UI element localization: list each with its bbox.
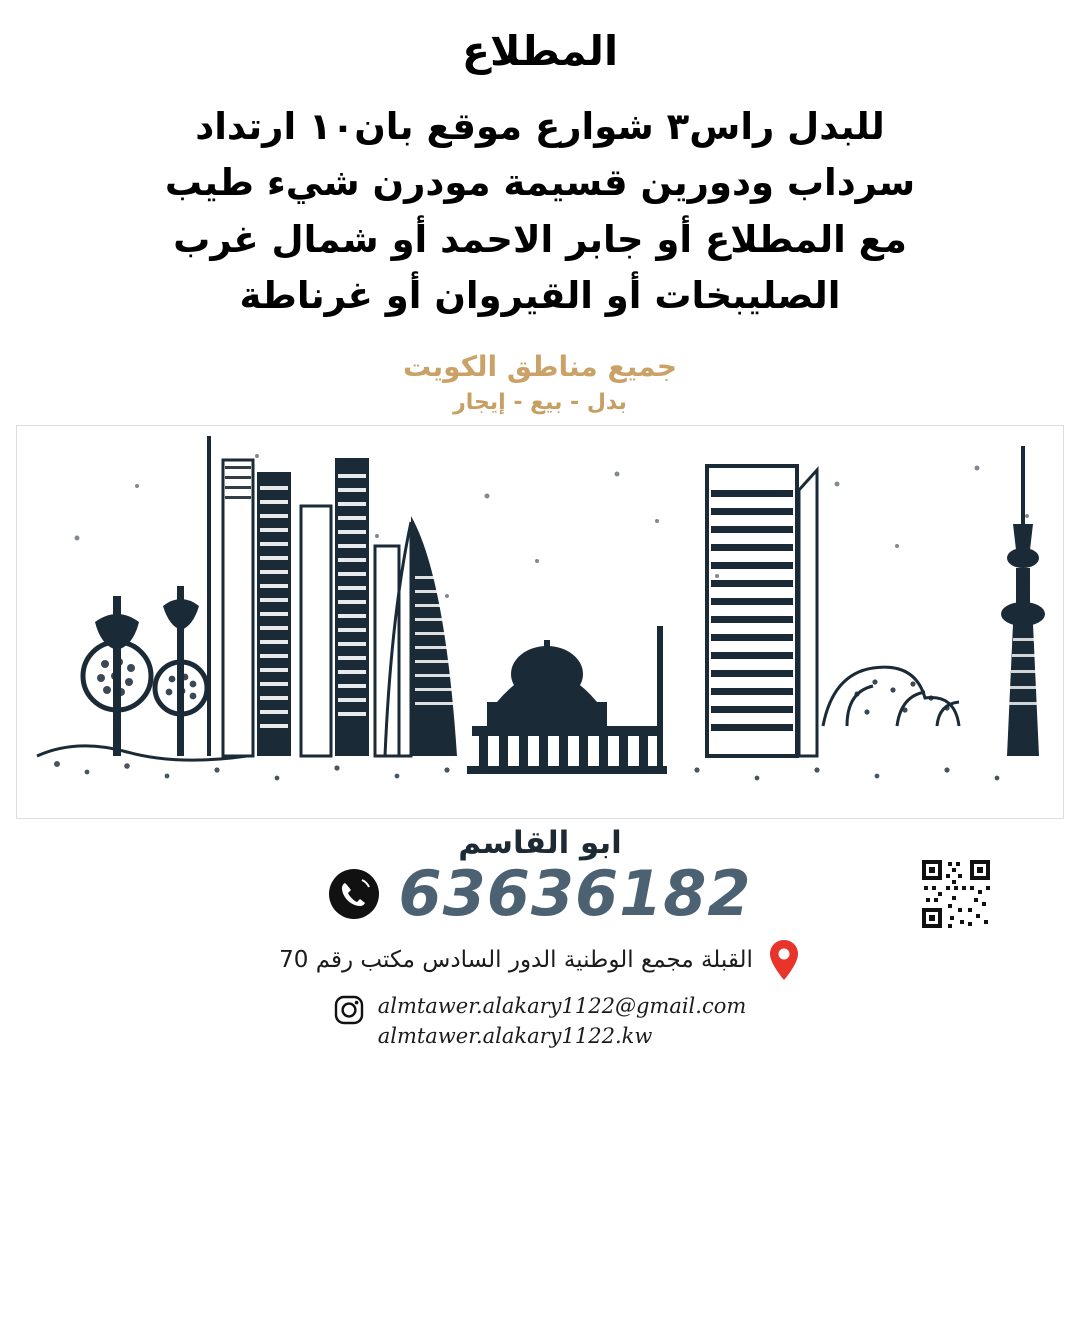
phone-icon xyxy=(328,868,380,920)
email-address[interactable]: almtawer.alakary1122@gmail.com xyxy=(377,993,747,1018)
skyline-illustration xyxy=(16,425,1064,819)
headline-block xyxy=(0,0,1080,324)
social-row[interactable] xyxy=(0,991,1080,1052)
tagline-sub: بدل - بيع - إيجار xyxy=(453,389,627,415)
headline-body xyxy=(18,99,1062,324)
tagline-block xyxy=(0,350,1080,415)
qr-code[interactable] xyxy=(918,856,994,932)
headline-line: مع المطلاع أو جابر الاحمد أو شمال غرب xyxy=(173,217,907,261)
headline-line: سرداب ودورين قسيمة مودرن شيء طيب xyxy=(164,161,916,205)
location-pin-icon xyxy=(767,939,801,981)
contact-block xyxy=(0,819,1080,1052)
instagram-handle[interactable]: almtawer.alakary1122.kw xyxy=(377,1024,653,1049)
instagram-icon[interactable] xyxy=(334,995,364,1025)
social-handles xyxy=(378,991,747,1052)
office-address: القبلة مجمع الوطنية الدور السادس مكتب رقم 70 xyxy=(279,946,753,973)
address-row xyxy=(0,939,1080,981)
tagline-main: جميع مناطق الكويت xyxy=(403,350,677,384)
agent-name: ابو القاسم xyxy=(458,824,622,861)
page-title: المطلاع xyxy=(461,27,618,75)
headline-line: الصليبخات أو القيروان أو غرناطة xyxy=(239,273,841,317)
phone-number[interactable]: 63636182 xyxy=(398,856,752,930)
phone-row[interactable] xyxy=(0,856,1080,930)
headline-line: للبدل راس٣ شوارع موقع بان١٠ ارتداد xyxy=(195,105,885,149)
